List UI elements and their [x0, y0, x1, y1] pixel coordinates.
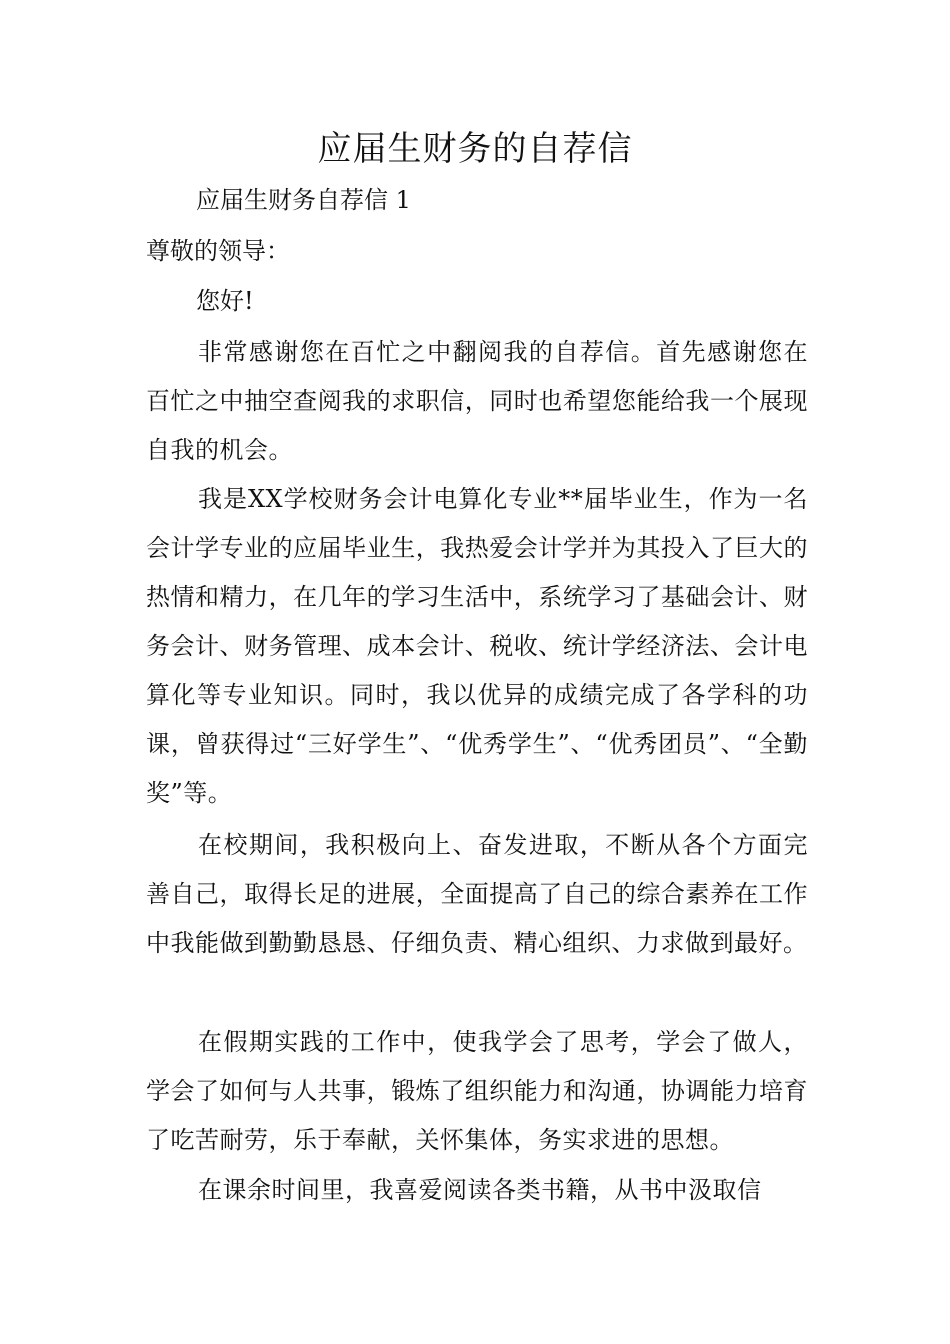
- paragraph-practice: 在假期实践的工作中，使我学会了思考，学会了做人，学会了如何与人共事，锻炼了组织能力和沟通，协调能力培育了吃苦耐劳，乐于奉献，关怀集体，务实求进的思想。: [146, 1028, 808, 1154]
- greeting: 您好!: [196, 287, 254, 315]
- paragraph-thanks: 非常感谢您在百忙之中翻阅我的自荐信。首先感谢您在百忙之中抽空查阅我的求职信，同时也希望您能给我一个展现自我的机会。: [146, 338, 808, 464]
- paragraph-school-life: 在校期间，我积极向上、奋发进取，不断从各个方面完善自己，取得长足的进展，全面提高了自己的综合素养在工作中我能做到勤勤恳恳、仔细负责、精心组织、力求做到最好。: [146, 831, 808, 957]
- document-title: 应届生财务的自荐信: [317, 129, 633, 169]
- paragraph-hobbies: 在课余时间里，我喜爱阅读各类书籍，从书中汲取信: [198, 1176, 762, 1204]
- document-subtitle: 应届生财务自荐信 1: [196, 186, 411, 214]
- paragraph-education: 我是XX学校财务会计电算化专业**届毕业生，作为一名会计学专业的应届毕业生，我热爱会计学并为其投入了巨大的热情和精力，在几年的学习生活中，系统学习了基础会计、财务会计、财务管理、成本会计、税收、统计学经济法、会计电算化等专业知识。同时，我以优异的成绩完成了各学科的功课，曾获得过“三好学生”、“优秀学生”、“优秀团员”、“全勤奖”等。: [146, 485, 808, 807]
- salutation: 尊敬的领导：: [146, 237, 290, 265]
